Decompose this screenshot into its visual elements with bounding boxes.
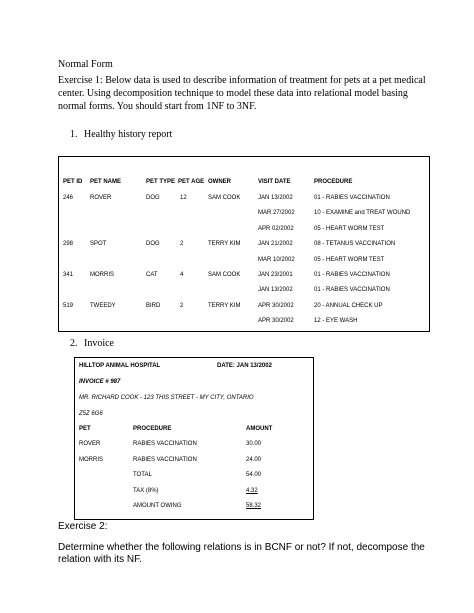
invoice-tax-value: 4.32 [246, 488, 258, 494]
history-header-pet-type: PET TYPE [146, 179, 176, 185]
history-cell: MAR 27/2002 [258, 210, 295, 216]
invoice-hospital: HILLTOP ANIMAL HOSPITAL [79, 363, 161, 369]
invoice-amount-owing-value: 58.32 [246, 503, 262, 509]
history-cell: 2 [180, 303, 184, 309]
history-cell: 01 - RABIES VACCINATION [314, 195, 390, 201]
history-cell: 20 - ANNUAL CHECK UP [314, 303, 383, 309]
history-header-owner: OWNER [208, 179, 231, 185]
history-cell: SAM COOK [208, 272, 241, 278]
invoice-total-label: TOTAL [133, 472, 152, 478]
history-header-pet-age: PET AGE [178, 179, 205, 185]
invoice-number: INVOICE # 987 [79, 379, 121, 385]
history-cell: DOG [146, 241, 160, 247]
history-cell: TERRY KIM [208, 303, 241, 309]
invoice-header-amount: AMOUNT [246, 426, 273, 432]
history-cell: JAN 13/2002 [258, 195, 293, 201]
section-2-number: 2. [70, 338, 78, 349]
invoice-cell: RABIES VACCINATION [133, 441, 197, 447]
exercise-2-text: Determine whether the following relations is in BCNF or not? If not, decompose the relation with its NF. [58, 542, 425, 565]
invoice-date: DATE: JAN 13/2002 [217, 363, 272, 369]
exercise-2-heading: Exercise 2: [58, 521, 108, 532]
history-cell: SPOT [90, 241, 107, 247]
section-2-label: Invoice [84, 338, 114, 349]
history-header-pet-name: PET NAME [90, 179, 122, 185]
history-header-visit-date: VISIT DATE [258, 179, 291, 185]
exercise-1-text: Exercise 1: Below data is used to describe information of treatment for pets at a pet medical center. Using decomposition technique to model these data into relational model basing normal forms. You should start from 1NF to 3NF. [58, 75, 426, 112]
history-cell: APR 30/2002 [258, 318, 294, 324]
history-cell: 10 - EXAMINE and TREAT WOUND [314, 210, 411, 216]
history-cell: 341 [63, 272, 74, 278]
invoice-cell: 30.00 [246, 441, 262, 447]
history-cell: TERRY KIM [208, 241, 241, 247]
history-cell: SAM COOK [208, 195, 241, 201]
invoice-tax-label: TAX (8%) [133, 488, 159, 494]
history-cell: 01 - RABIES VACCINATION [314, 287, 390, 293]
history-cell: JAN 21/2002 [258, 241, 293, 247]
history-cell: 12 - EYE WASH [314, 318, 358, 324]
invoice-cell: 24.00 [246, 457, 262, 463]
history-cell: APR 30/2002 [258, 303, 294, 309]
history-cell: 2 [180, 241, 184, 247]
invoice-cell: MORRIS [79, 457, 103, 463]
section-1-label: Healthy history report [84, 129, 173, 140]
section-1-number: 1. [70, 129, 78, 140]
history-cell: 08 - TETANUS VACCINATION [314, 241, 396, 247]
history-cell: 01 - RABIES VACCINATION [314, 272, 390, 278]
history-cell: MAR 10/2002 [258, 257, 295, 263]
history-cell: BIRD [146, 303, 161, 309]
history-cell: 519 [63, 303, 74, 309]
invoice-cell: RABIES VACCINATION [133, 457, 197, 463]
invoice-total-value: 54.00 [246, 472, 262, 478]
invoice-address: MR. RICHARD COOK - 123 THIS STREET - MY CITY, ONTARIO [79, 395, 254, 401]
invoice-cell: ROVER [79, 441, 101, 447]
history-cell: TWEEDY [90, 303, 116, 309]
history-cell: 298 [63, 241, 74, 247]
invoice-header-procedure: PROCEDURE [133, 426, 172, 432]
history-cell: 05 - HEART WORM TEST [314, 226, 385, 232]
history-cell: APR 02/2002 [258, 226, 294, 232]
invoice-header-pet: PET [79, 426, 91, 432]
history-cell: DOG [146, 195, 160, 201]
history-cell: MORRIS [90, 272, 114, 278]
history-cell: JAN 13/2002 [258, 287, 293, 293]
history-header-pet-id: PET ID [63, 179, 83, 185]
invoice-postal-code: Z5Z 6G6 [79, 411, 103, 417]
history-cell: ROVER [90, 195, 112, 201]
history-header-procedure: PROCEDURE [314, 179, 353, 185]
document-title: Normal Form [58, 59, 113, 70]
invoice-amount-owing-label: AMOUNT OWING [133, 503, 182, 509]
history-cell: 05 - HEART WORM TEST [314, 257, 385, 263]
history-cell: 4 [180, 272, 184, 278]
history-cell: 12 [180, 195, 187, 201]
history-cell: 246 [63, 195, 74, 201]
history-cell: JAN 23/2001 [258, 272, 293, 278]
history-cell: CAT [146, 272, 158, 278]
